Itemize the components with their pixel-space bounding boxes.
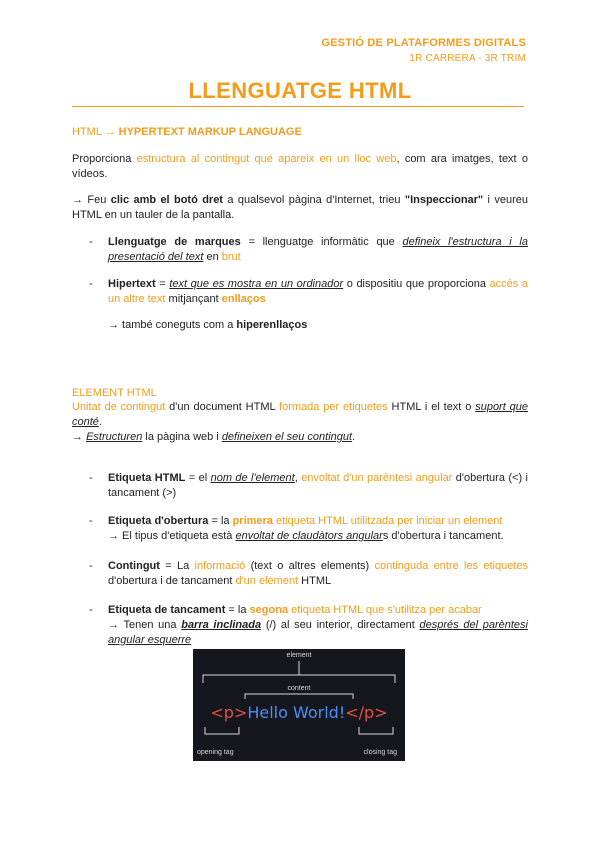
paragraph-element-structure: → Estructuren la pàgina web i defineixen el seu contingut. [72, 431, 356, 443]
paragraph-inspect: → Feu clic amb el botó dret a qualsevol pàgina d'Internet, trieu "Inspeccionar" i veureu HTML en un tauler de la pantalla. [72, 194, 528, 221]
course-name: GESTIÓ DE PLATAFORMES DIGITALS [321, 37, 526, 49]
section-heading-html: HTML → HYPERTEXT MARKUP LANGUAGE [72, 126, 302, 138]
open-tag: <p> [210, 703, 248, 722]
paragraph-structure: Proporciona estructura al contingut que apareix en un lloc web, com ara imatges, text o vídeos. [72, 153, 529, 180]
closing-tag-bracket [359, 727, 393, 734]
bullet-dash: - [89, 604, 93, 616]
hyperlinks-note: → també coneguts com a hiperenllaços [108, 319, 308, 331]
element-label: element [286, 652, 312, 659]
bullet-hypertext: Hipertext = text que es mostra en un ordinador o dispositiu que proporciona accés a un altre text mitjançant enllaços [108, 278, 528, 305]
section-heading-element: ELEMENT HTML [72, 387, 157, 399]
bullet-dash: - [89, 515, 93, 527]
content-label: content [287, 685, 311, 692]
paragraph-element-definition: Unitat de contingut d'un document HTML formada per etiquetes HTML i el text o suport que conté. [72, 401, 528, 428]
page-title: LLENGUATGE HTML [188, 78, 412, 103]
course-term: 1R CARRERA - 3R TRIM [409, 53, 526, 64]
bullet-dash: - [89, 472, 93, 484]
opening-tag-note: → El tipus d'etiqueta està envoltat de claudàtors angulars d'obertura i tancament. [108, 530, 504, 542]
close-tag: </p> [345, 703, 388, 722]
bullet-dash: - [89, 560, 93, 572]
element-bracket [203, 675, 395, 683]
bullet-content: Contingut = La informació (text o altres elements) contingudа entre les etiquetes d'obertura i de tancament d'un element HTML [108, 560, 528, 587]
bullet-closing-tag: Etiqueta de tancament = la segona etiqueta HTML que s'utilitza per acabar [108, 604, 482, 616]
bullet-opening-tag: Etiqueta d'obertura = la primera etiqueta HTML utilitzada per iniciar un element [108, 515, 503, 527]
bullet-html-tag: Etiqueta HTML = el nom de l'element, envoltat d'un parèntesi angular d'obertura (<) i tancament (>) [108, 472, 528, 499]
title-divider [72, 106, 524, 107]
opening-tag-label: opening tag [197, 749, 234, 756]
opening-tag-bracket [205, 727, 239, 734]
bullet-dash: - [89, 236, 93, 248]
content-bracket [245, 694, 353, 699]
closing-tag-note: → Tenen una barra inclinada (/) al seu interior, directament després del parèntesi angular esquerre [108, 619, 528, 646]
bullet-markup-language: Llenguatge de marques = llenguatge informàtic que defineix l'estructura i la presentació del text en brut [108, 236, 528, 263]
closing-tag-label: closing tag [363, 749, 397, 756]
bullet-dash: - [89, 278, 93, 290]
hello-content: Hello World! [247, 703, 346, 722]
code-sample [193, 703, 405, 723]
html-element-diagram [193, 649, 405, 761]
